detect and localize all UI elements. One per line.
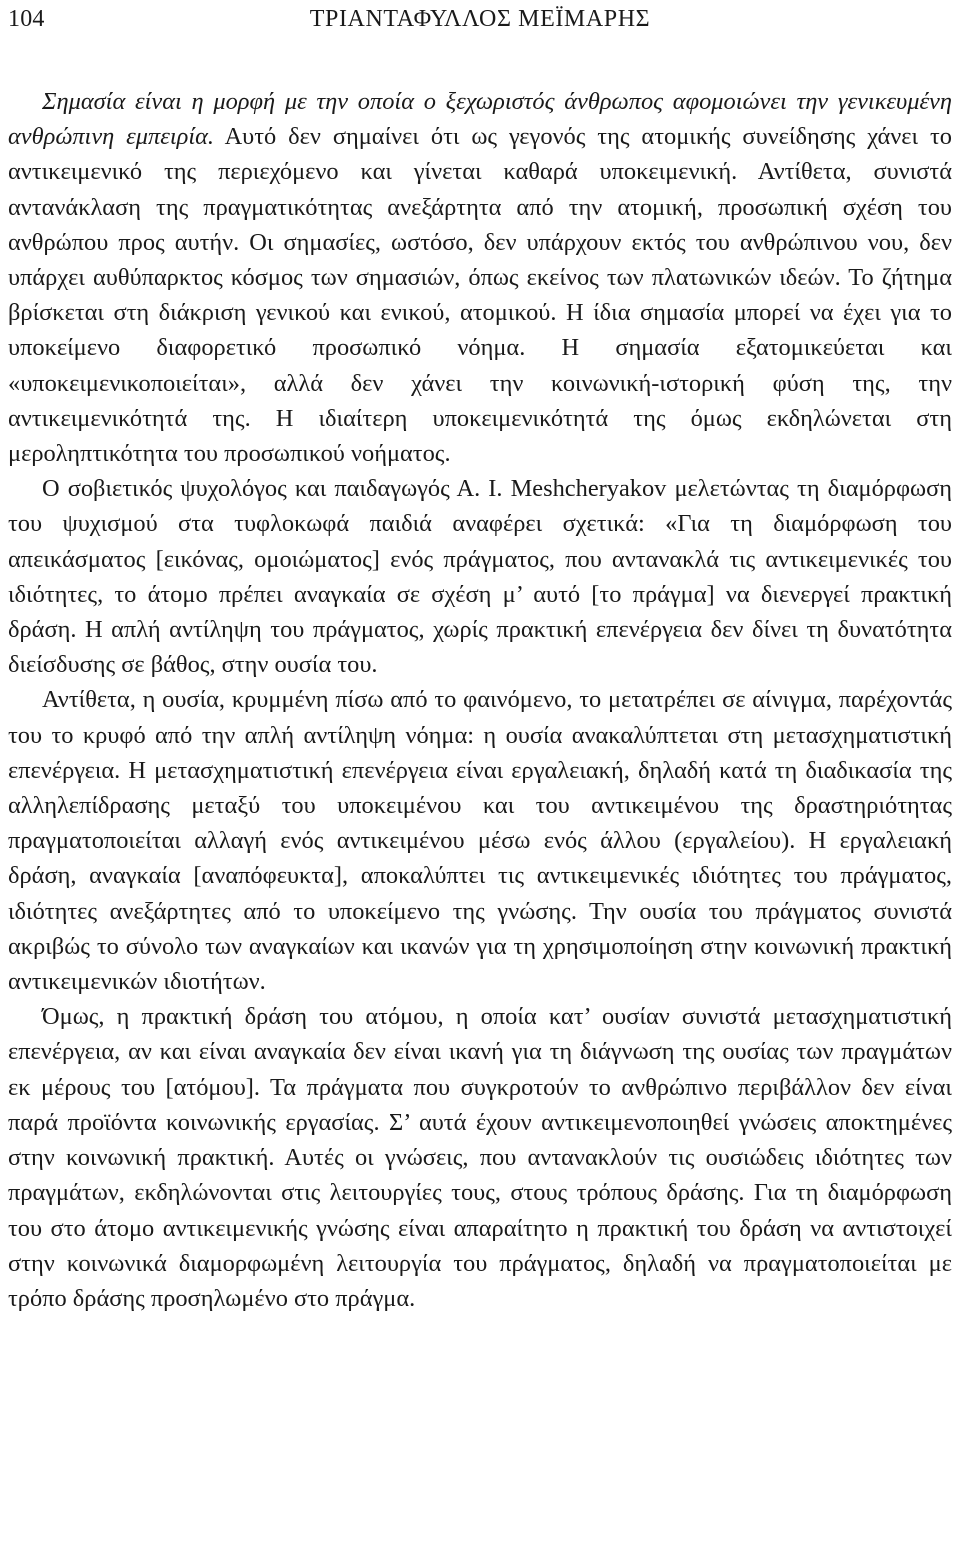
running-title: ΤΡΙΑΝΤΑΦΥΛΛΟΣ ΜΕΪΜΑΡΗΣ <box>309 6 651 32</box>
paragraph <box>8 999 952 1316</box>
running-header <box>8 4 952 34</box>
body-text <box>8 84 952 1316</box>
italic-definition: Σημασία είναι η μορφή με την οποία ο ξεχωριστός άνθρωπος αφομοιώνει την γενικευμένη ανθρώπινη εμπειρία. <box>8 88 952 151</box>
paragraph <box>8 471 952 682</box>
page-number: 104 <box>8 6 45 32</box>
paragraph <box>8 682 952 999</box>
paragraph-text: Ο σοβιετικός ψυχολόγος και παιδαγωγός Α. Ι. Meshcheryakov μελετώντας τη διαμόρφωση του ψυχισμού στα τυφλοκωφά παιδιά αναφέρει σχετικά: «Για τη διαμόρφωση του απεικάσματος [εικόνας, ομοιώματος] ενός πράγματος, που αντανακλά τις αντικειμενικές του ιδιότητες, το άτομο πρέπει αναγκαία σε σχέση μ’ αυτό [το πράγμα] να διενεργεί πρακτική δράση. Η απλή αντίληψη του πράγματος, χωρίς πρακτική επενέργεια δεν δίνει τη δυνατότητα διείσδυσης σε βάθος, στην ουσία του. <box>8 475 952 679</box>
paragraph-text: Όμως, η πρακτική δράση του ατόμου, η οποία κατ’ ουσίαν συνιστά μετασχηματιστική επενέργεια, αν και είναι αναγκαία δεν είναι ικανή για τη διάγνωση της ουσίας των πραγμάτων εκ μέρους του [ατόμου]. Τα πράγματα που συγκροτούν το ανθρώπινο περιβάλλον δεν είναι παρά προϊόντα κοινωνικής εργασίας. Σ’ αυτά έχουν αντικειμενοποιηθεί γνώσεις αποκτημένες στην κοινωνική πρακτική. Αυτές οι γνώσεις, που αντανακλούν τις ουσιώδεις ιδιότητες των πραγμάτων, εκδηλώνονται στις λειτουργίες τους, στους τρόπους δράσης. Για τη διαμόρφωση του στο άτομο αντικειμενικής γνώσης είναι απαραίτητο η πρακτική του δράση να αντιστοιχεί στην κοινωνικά διαμορφωμένη λειτουργία του πράγματος, δηλαδή να πραγματοποιείται με τρόπο δράσης προσηλωμένο στο πράγμα. <box>8 1003 952 1312</box>
paragraph <box>8 84 952 471</box>
paragraph-text: Αντίθετα, η ουσία, κρυμμένη πίσω από το φαινόμενο, το μετατρέπει σε αίνιγμα, παρέχοντάς του το κρυφό από την απλή αντίληψη νόημα: η ουσία ανακαλύπτεται στη μετασχηματιστική επενέργεια. Η μετασχηματιστική επενέργεια είναι εργαλειακή, δηλαδή κατά τη διαδικασία της αλληλεπίδρασης μεταξύ του υποκειμένου και του αντικειμένου της δραστηριότητας πραγματοποιείται αλλαγή ενός αντικειμένου μέσω ενός άλλου (εργαλείου). Η εργαλειακή δράση, αναγκαία [αναπόφευκτα], αποκαλύπτει τις αντικειμενικές ιδιότητες του πράγματος, ιδιότητες ανεξάρτητες από το υποκείμενο της γνώσης. Την ουσία του πράγματος συνιστά ακριβώς το σύνολο των αναγκαίων και ικανών για τη χρησιμοποίηση στην κοινωνική πρακτική αντικειμενικών ιδιοτήτων. <box>8 686 952 996</box>
paragraph-text: Αυτό δεν σημαίνει ότι ως γεγονός της ατομικής συνείδησης χάνει το αντικειμενικό της περιεχόμενο και γίνεται καθαρά υποκειμενική. Αντίθετα, συνιστά αντανάκλαση της πραγματικότητας ανεξάρτητα από την ατομική, προσωπική σχέση του ανθρώπου προς αυτήν. Οι σημασίες, ωστόσο, δεν υπάρχουν εκτός του ανθρώπινου νου, δεν υπάρχει αυθύπαρκτος κόσμος των σημασιών, όπως εκείνος των πλατωνικών ιδεών. Το ζήτημα βρίσκεται στη διάκριση γενικού και ενικού, ατομικού. Η ίδια σημασία μπορεί να έχει για το υποκείμενο διαφορετικό προσωπικό νόημα. Η σημασία εξατομικεύεται και «υποκειμενικοποιείται», αλλά δεν χάνει την κοινωνική-ιστορική φύση της, την αντικειμενικότητά της. Η ιδιαίτερη υποκειμενικότητά της όμως εκδηλώνεται στη μεροληπτικότητα του προσωπικού νοήματος. <box>8 123 952 468</box>
